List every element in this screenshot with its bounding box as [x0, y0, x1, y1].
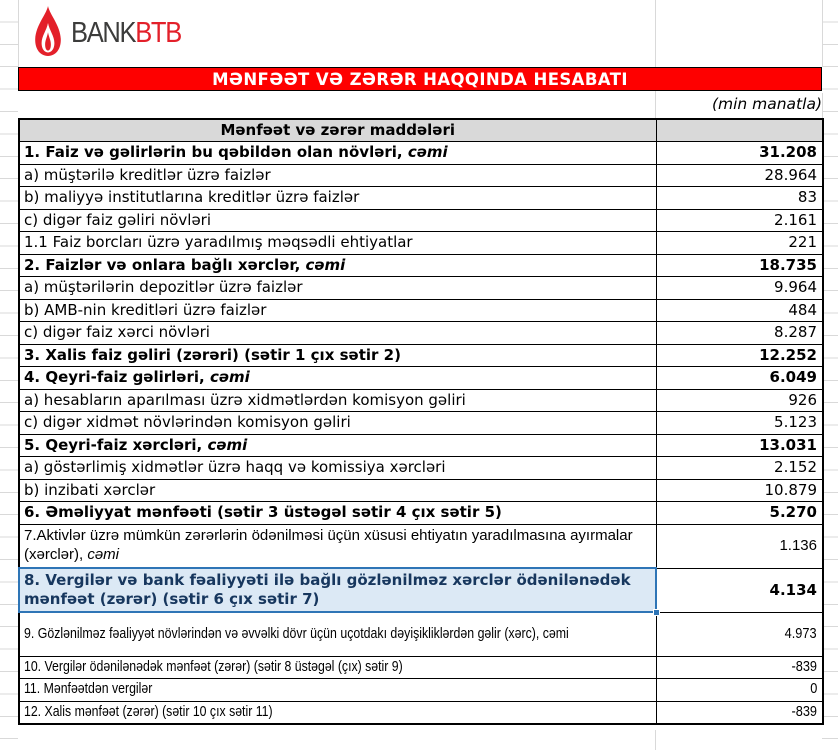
flame-icon [32, 5, 64, 61]
row-label: 9. Gözlənilməz fəaliyyət növlərindən və əvvəlki dövr üçün uçotdakı dəyişikliklərdən gəlir (xərc), cəmi [24, 624, 569, 642]
row-label-cell[interactable] [19, 612, 656, 656]
row-label: c) digər xidmət növlərindən komisyon gəliri [24, 413, 351, 432]
logo-wordmark [71, 17, 181, 50]
row-value-cell[interactable]: 10.879 [656, 479, 823, 502]
row-value: -839 [791, 657, 817, 675]
table-row [19, 612, 823, 656]
gridline-vertical [822, 93, 823, 118]
row-label: c) digər faiz xərci növləri [24, 323, 210, 342]
row-label-cell[interactable] [19, 142, 656, 165]
selection-fill-handle[interactable] [653, 609, 660, 616]
table-row [19, 367, 823, 390]
table-row [19, 164, 823, 187]
row-label: 7.Aktivlər üzrə mümkün zərərlərin ödənilməsi üçün xüsusi ehtiyatın yaradılmasına ayırmalar (xərclər), [24, 527, 633, 563]
row-label-cell[interactable] [19, 434, 656, 457]
row-label: a) hesabların aparılması üzrə xidmətlərdən komisyon gəliri [24, 390, 466, 409]
row-label-cell[interactable] [19, 299, 656, 322]
row-label-cell[interactable] [19, 187, 656, 210]
table-row [19, 656, 823, 679]
table-row [19, 344, 823, 367]
table-row [19, 389, 823, 412]
row-value-cell[interactable]: 83 [656, 187, 823, 210]
row-label: 2. Faizlər və onlara bağlı xərclər, [24, 255, 306, 274]
table-row [19, 254, 823, 277]
row-value-cell[interactable]: 5.123 [656, 412, 823, 435]
row-value-cell[interactable]: 18.735 [656, 254, 823, 277]
row-label: 12. Xalis mənfəət (zərər) (sətir 10 çıx sətir 11) [24, 702, 273, 720]
row-label: 1. Faiz və gəlirlərin bu qəbildən olan növləri, [24, 143, 408, 162]
row-label-italic: cəmi [305, 255, 346, 274]
bank-btb-logo [32, 6, 196, 60]
row-label-cell[interactable] [19, 524, 656, 568]
row-label-cell[interactable] [19, 232, 656, 255]
row-label: 1.1 Faiz borcları üzrə yaradılmış məqsədli ehtiyatlar [24, 233, 413, 252]
table-row [19, 142, 823, 165]
row-value-cell[interactable] [656, 656, 823, 679]
row-value-cell[interactable] [656, 679, 823, 702]
table-row [19, 502, 823, 525]
row-label-cell[interactable] [19, 164, 656, 187]
row-label: 8. Vergilər və bank fəaliyyəti ilə bağlı gözlənilməz xərclər ödənilənədək mənfəət (zərər) (sətir 6 çıx sətir 7) [24, 571, 631, 608]
row-value-cell[interactable]: 4.134 [656, 568, 823, 612]
row-label-italic: cəmi [209, 368, 250, 387]
row-label-cell[interactable] [19, 479, 656, 502]
table-header-value-cell[interactable] [656, 119, 823, 142]
gridline-vertical [822, 0, 823, 67]
row-value-cell[interactable]: 484 [656, 299, 823, 322]
gridline-vertical [655, 730, 656, 750]
row-label: 6. Əməliyyat mənfəəti (sətir 3 üstəgəl sətir 4 çıx sətir 5) [24, 503, 502, 522]
table-row [19, 209, 823, 232]
table-header-row [19, 119, 823, 142]
row-label-cell[interactable] [19, 344, 656, 367]
row-value-cell[interactable]: 926 [656, 389, 823, 412]
table-row [19, 187, 823, 210]
logo-text-btb: BTB [135, 16, 181, 49]
table-row [19, 457, 823, 480]
table-row [19, 679, 823, 702]
row-value-cell[interactable]: 31.208 [656, 142, 823, 165]
row-label: b) inzibati xərclər [24, 480, 156, 499]
row-label-cell[interactable] [19, 457, 656, 480]
row-label: 11. Mənfəətdən vergilər [24, 680, 153, 698]
row-label-cell[interactable] [19, 277, 656, 300]
row-label: a) göstərlimiş xidmətlər üzrə haqq və komissiya xərcləri [24, 458, 446, 477]
row-label-cell[interactable] [19, 209, 656, 232]
report-title-banner [18, 67, 822, 91]
row-value-cell[interactable]: 5.270 [656, 502, 823, 525]
row-value-cell[interactable]: 1.136 [656, 524, 823, 568]
table-row [19, 434, 823, 457]
row-label-cell[interactable] [19, 656, 656, 679]
row-label: 3. Xalis faiz gəliri (zərəri) (sətir 1 çıx sətir 2) [24, 345, 401, 364]
gridline-vertical [18, 0, 19, 67]
row-label: b) maliyyə institutlarına kreditlər üzrə faizlər [24, 188, 360, 207]
row-label-cell[interactable] [19, 701, 656, 724]
row-value-cell[interactable] [656, 612, 823, 656]
table-row-selected [19, 568, 823, 612]
row-value-cell[interactable]: 28.964 [656, 164, 823, 187]
row-value-cell[interactable]: 2.152 [656, 457, 823, 480]
row-label-cell[interactable] [19, 322, 656, 345]
profit-loss-table [18, 118, 824, 725]
row-value: 4.973 [785, 624, 817, 642]
table-row [19, 232, 823, 255]
row-value: 0 [809, 680, 817, 698]
table-row [19, 479, 823, 502]
row-value-cell[interactable]: 2.161 [656, 209, 823, 232]
row-label-cell[interactable] [19, 254, 656, 277]
table-row [19, 277, 823, 300]
grid-left-margin [0, 0, 18, 750]
row-value-cell[interactable]: 9.964 [656, 277, 823, 300]
table-row [19, 524, 823, 568]
grid-right-margin [822, 0, 838, 750]
row-value-cell[interactable] [656, 701, 823, 724]
row-value-cell[interactable]: 6.049 [656, 367, 823, 390]
row-value-cell[interactable]: 13.031 [656, 434, 823, 457]
row-label: c) digər faiz gəliri növləri [24, 210, 212, 229]
table-row [19, 322, 823, 345]
units-note: (min manatla) [711, 95, 822, 113]
row-label-italic: cəmi [407, 143, 448, 162]
table-header-label-cell[interactable]: Mənfəət və zərər maddələri [19, 119, 656, 142]
row-label-cell[interactable] [19, 367, 656, 390]
row-value: -839 [791, 702, 817, 720]
table-row [19, 299, 823, 322]
row-label-cell[interactable] [19, 502, 656, 525]
row-value-cell[interactable]: 12.252 [656, 344, 823, 367]
row-label: b) AMB-nin kreditləri üzrə faizlər [24, 300, 267, 319]
table-row [19, 412, 823, 435]
row-label-italic: cəmi [87, 545, 120, 563]
logo-text-bank: BANK [71, 16, 136, 49]
report-title: MƏNFƏƏT VƏ ZƏRƏR HAQQINDA HESABATI [212, 69, 628, 89]
table-row [19, 701, 823, 724]
row-label: 5. Qeyri-faiz xərcləri, [24, 435, 208, 454]
row-label-italic: cəmi [207, 435, 248, 454]
selected-cell[interactable] [19, 568, 656, 612]
row-label-cell[interactable] [19, 412, 656, 435]
row-label-cell[interactable] [19, 679, 656, 702]
row-label: 4. Qeyri-faiz gəlirləri, [24, 368, 210, 387]
row-label: a) müştərilə kreditlər üzrə faizlər [24, 165, 271, 184]
row-value-cell[interactable]: 221 [656, 232, 823, 255]
row-value-cell[interactable]: 8.287 [656, 322, 823, 345]
row-label-cell[interactable] [19, 389, 656, 412]
row-label: 10. Vergilər ödənilənədək mənfəət (zərər) (sətir 8 üstəgəl (çıx) sətir 9) [24, 657, 403, 675]
row-label: a) müştərilərin depozitlər üzrə faizlər [24, 278, 303, 297]
